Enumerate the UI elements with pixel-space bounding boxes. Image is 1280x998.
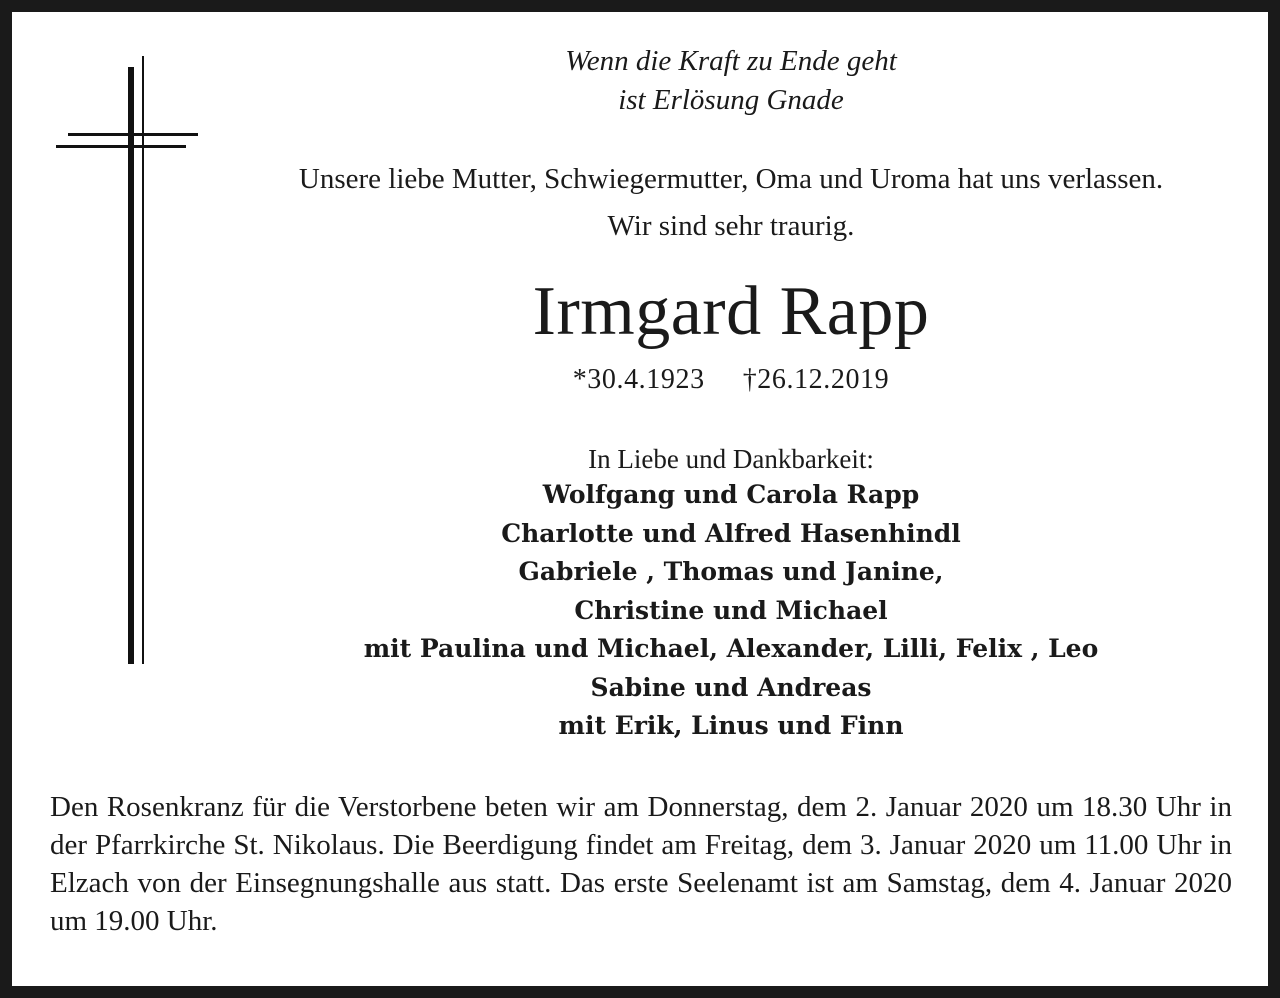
obituary-notice [12, 12, 1268, 986]
motto-line-1: Wenn die Kraft zu Ende geht [565, 45, 897, 77]
deceased-name: Irmgard Rapp [532, 273, 930, 350]
funeral-notice: Den Rosenkranz für die Verstorbene beten wir am Donnerstag, dem 2. Januar 2020 um 18.30 Uhr in der Pfarrkirche St. Nikolaus. Die Beerdigung findet am Freitag, dem 3. Januar 2020 um 11.00 Uhr in Elzach von der Einsegnungshalle aus statt. Das erste Seelenamt ist am Samstag, dem 4. Januar 2020 um 19.00 Uhr. [50, 791, 1232, 937]
birth-date: *30.4.1923 [572, 364, 705, 395]
family-list [192, 476, 1270, 746]
family-line: Gabriele , Thomas und Janine, [518, 557, 944, 586]
motto-line-2: ist Erlösung Gnade [618, 84, 844, 116]
death-date: †26.12.2019 [742, 364, 890, 395]
family-line: Sabine und Andreas [590, 672, 872, 702]
intro-line-1: Unsere liebe Mutter, Schwiegermutter, Oma und Uroma hat uns verlassen. [298, 163, 1164, 195]
life-dates [192, 362, 1270, 398]
motto [192, 42, 1270, 120]
family-line: Charlotte und Alfred Hasenhindl [501, 518, 961, 548]
family-intro: In Liebe und Dankbarkeit: [588, 444, 874, 474]
family-line: Wolfgang und Carola Rapp [542, 480, 920, 509]
intro-text [192, 156, 1270, 250]
family-line: mit Erik, Linus und Finn [558, 711, 904, 740]
intro-line-2: Wir sind sehr traurig. [607, 210, 855, 242]
family-line: mit Paulina und Michael, Alexander, Lilli, Felix , Leo [363, 634, 1099, 663]
family-line: Christine und Michael [574, 595, 888, 625]
